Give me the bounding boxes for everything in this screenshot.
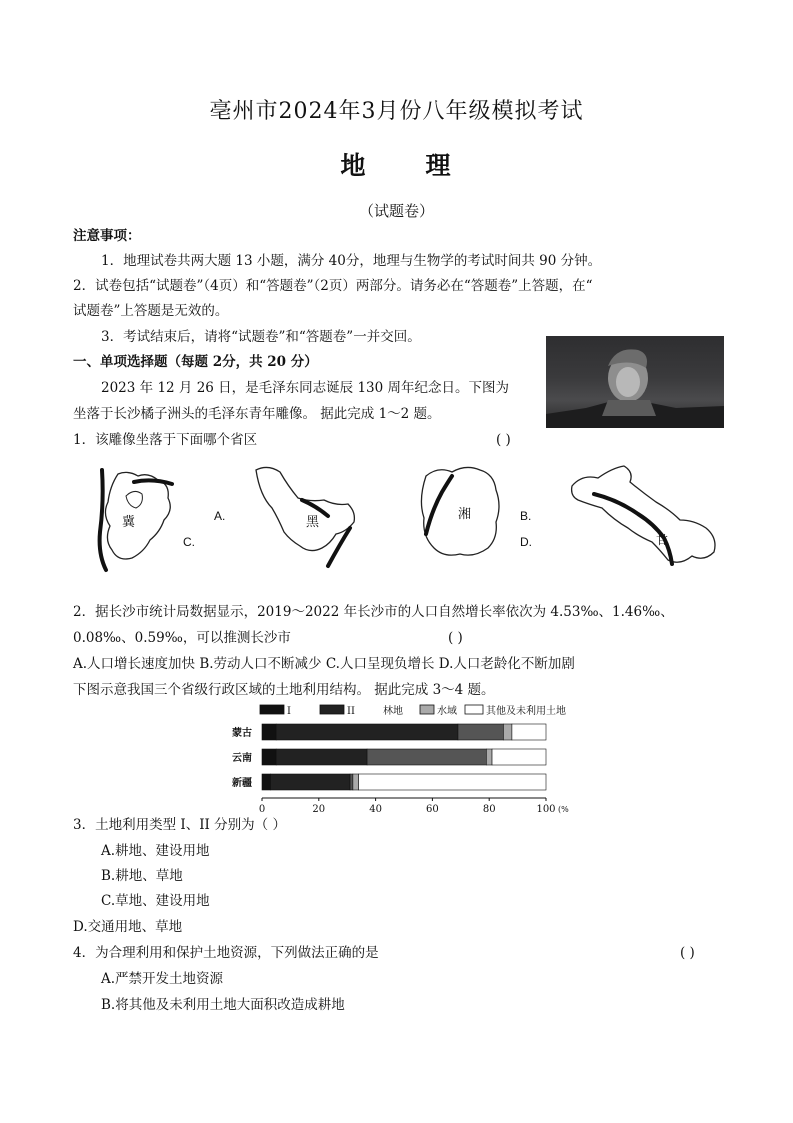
intro-line-2: 坐落于长沙橘子洲头的毛泽东青年雕像。 据此完成 1～2 题。 xyxy=(73,406,441,422)
bar-segment xyxy=(262,749,276,765)
x-tick-label: 40 xyxy=(369,804,382,815)
bar-segment xyxy=(276,749,367,765)
map-hunan xyxy=(412,462,512,574)
bar-segment xyxy=(271,774,351,790)
land-use-chart xyxy=(230,702,580,817)
bar-segment xyxy=(492,749,546,765)
subject-title xyxy=(0,146,793,182)
notice-item-3: 3．考试结束后，请将“试题卷”和“答题卷”一并交回。 xyxy=(101,329,421,345)
map-letter-a: A. xyxy=(214,509,226,523)
notice-heading: 注意事项： xyxy=(73,228,141,244)
bar-segment xyxy=(276,724,458,740)
notice-item-1: 1．地理试卷共两大题 13 小题，满分 40分，地理与生物学的考试时间共 90 分钟。 xyxy=(101,253,602,269)
map-letter-d: D. xyxy=(520,535,532,549)
q3-option-c: C.草地、建设用地 xyxy=(101,893,210,909)
legend-swatch xyxy=(420,705,434,714)
map-gansu xyxy=(568,458,726,574)
category-label: 云南 xyxy=(232,753,252,764)
map-gansu-label: 甘 xyxy=(656,533,669,547)
exam-title: 亳州市2024年3月份八年级模拟考试 xyxy=(209,99,584,124)
section1-heading: 一、单项选择题（每题 2分，共 20 分） xyxy=(73,354,318,370)
bar-segment xyxy=(512,724,546,740)
x-unit-label: (% xyxy=(558,805,569,814)
q2-bracket: ( ) xyxy=(448,630,463,646)
q3-option-d: D.交通用地、草地 xyxy=(73,919,183,935)
chart-intro: 下图示意我国三个省级行政区域的土地利用结构。 据此完成 3～4 题。 xyxy=(73,682,495,698)
legend-label: II xyxy=(347,706,355,717)
q2-options: A.人口增长速度加快 B.劳动人口不断减少 C.人口呈现负增长 D.人口老龄化不断加剧 xyxy=(73,656,575,672)
map-hebei xyxy=(88,462,183,574)
paper-label: （试题卷） xyxy=(358,202,434,220)
map-heilongjiang-label: 黑 xyxy=(306,515,320,530)
q2-line-1: 2．据长沙市统计局数据显示，2019～2022 年长沙市的人口自然增长率依次为 4.53‰、1.46‰、 xyxy=(73,604,674,620)
legend-swatch xyxy=(465,705,483,714)
x-tick-label: 100 xyxy=(536,804,556,815)
x-tick-label: 20 xyxy=(312,804,326,815)
bar-segment xyxy=(458,724,503,740)
bar-segment xyxy=(486,749,492,765)
bar-segment xyxy=(503,724,512,740)
q4-option-b: B.将其他及未利用土地大面积改造成耕地 xyxy=(101,997,345,1013)
map-hebei-label: 冀 xyxy=(122,515,136,530)
q4-option-a: A.严禁开发土地资源 xyxy=(101,971,224,987)
q4-stem: 4．为合理利用和保护土地资源，下列做法正确的是 xyxy=(73,945,379,961)
legend-swatch xyxy=(260,705,284,714)
bar-segment xyxy=(350,774,353,790)
q3-stem: 3．土地利用类型 I、II 分别为（ ） xyxy=(73,817,286,833)
legend-label: 水域 xyxy=(437,706,457,717)
legend-label: 其他及未利用土地 xyxy=(486,706,566,717)
q3-option-a: A.耕地、建设用地 xyxy=(101,843,210,859)
category-label: 新疆 xyxy=(232,778,252,789)
legend-swatch xyxy=(320,705,344,714)
intro-line-1: 2023 年 12 月 26 日，是毛泽东同志诞辰 130 周年纪念日。下图为 xyxy=(101,380,510,396)
q1-stem: 1．该雕像坐落于下面哪个省区 xyxy=(73,432,258,448)
bar-segment xyxy=(262,724,276,740)
x-tick-label: 60 xyxy=(426,804,439,815)
map-letter-b: B. xyxy=(520,509,532,523)
q3-option-b: B.耕地、草地 xyxy=(101,868,183,884)
subject-char-1: 地 xyxy=(340,151,368,180)
notice-item-2-cont: 试题卷”上答题是无效的。 xyxy=(73,303,229,319)
x-tick-label: 0 xyxy=(258,804,266,815)
statue-photo xyxy=(546,336,724,428)
map-heilongjiang xyxy=(250,462,362,574)
subject-char-2: 理 xyxy=(425,151,453,180)
map-hunan-label: 湘 xyxy=(458,507,472,522)
q2-line-2: 0.08‰、0.59‰，可以推测长沙市 xyxy=(73,630,291,646)
bar-segment xyxy=(353,774,359,790)
map-letter-c: C. xyxy=(183,535,195,549)
bar-segment xyxy=(359,774,546,790)
legend-label: 林地 xyxy=(383,706,403,717)
legend-label: I xyxy=(287,706,291,717)
x-tick-label: 80 xyxy=(482,804,496,815)
bar-segment xyxy=(367,749,486,765)
category-label: 蒙古 xyxy=(232,728,252,739)
bar-segment xyxy=(262,774,271,790)
q4-bracket: ( ) xyxy=(680,945,695,961)
notice-item-2: 2．试卷包括“试题卷”（4页）和“答题卷”（2页）两部分。请务必在“答题卷”上答题，在“ xyxy=(73,278,593,294)
q1-bracket: ( ) xyxy=(496,432,511,448)
